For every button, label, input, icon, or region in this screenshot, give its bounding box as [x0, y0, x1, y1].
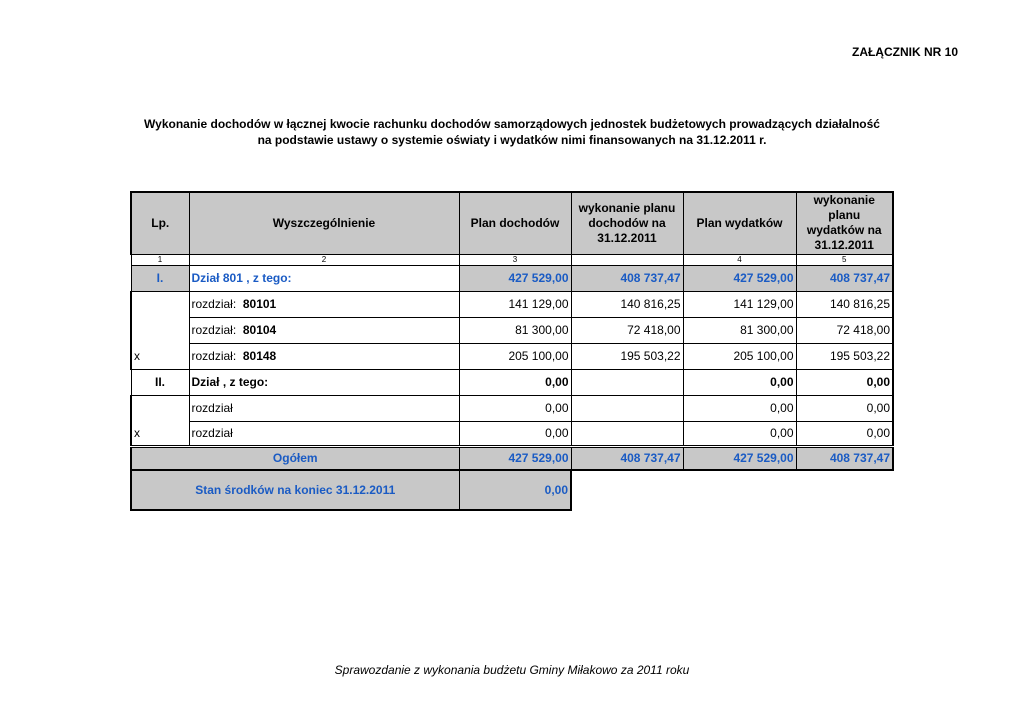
index-cell: 1	[131, 254, 189, 265]
row-desc	[189, 317, 459, 343]
row-mark: x	[131, 421, 189, 445]
row-prefix: rozdział:	[191, 297, 237, 311]
row-code: 80101	[242, 297, 277, 311]
row-expense-execution: 0,00	[796, 421, 893, 445]
section-desc: Dział , z tego:	[189, 369, 459, 395]
table-row	[131, 291, 893, 317]
header-desc: Wyszczególnienie	[189, 192, 459, 254]
row-desc	[189, 343, 459, 369]
row-mark	[131, 395, 189, 421]
title-line-1: Wykonanie dochodów w łącznej kwocie rachunku dochodów samorządowych jednostek budżetowych prowadzących działalność	[144, 117, 880, 131]
row-mark: x	[131, 343, 189, 369]
row-plan-expenses: 0,00	[683, 421, 796, 445]
row-mark	[131, 317, 189, 343]
row-plan-income: 141 129,00	[459, 291, 571, 317]
index-cell: 2	[189, 254, 459, 265]
total-expense-execution: 408 737,47	[796, 448, 893, 470]
row-desc: rozdział	[189, 421, 459, 445]
row-income-execution	[571, 421, 683, 445]
section-desc: Dział 801 , z tego:	[189, 265, 459, 291]
balance-value: 0,00	[459, 470, 571, 510]
row-code: 80148	[242, 349, 277, 363]
row-plan-expenses: 81 300,00	[683, 317, 796, 343]
row-desc: rozdział	[189, 395, 459, 421]
index-cell: 3	[459, 254, 571, 265]
index-cell: 5	[796, 254, 893, 265]
row-expense-execution: 0,00	[796, 395, 893, 421]
table-row	[131, 317, 893, 343]
row-plan-income: 0,00	[459, 421, 571, 445]
table-row	[131, 343, 893, 369]
row-expense-execution: 195 503,22	[796, 343, 893, 369]
row-income-execution: 140 816,25	[571, 291, 683, 317]
row-expense-execution: 72 418,00	[796, 317, 893, 343]
row-prefix: rozdział:	[191, 323, 237, 337]
section-expense-execution: 408 737,47	[796, 265, 893, 291]
row-expense-execution: 140 816,25	[796, 291, 893, 317]
row-plan-income: 81 300,00	[459, 317, 571, 343]
index-row	[131, 254, 893, 265]
row-plan-expenses: 205 100,00	[683, 343, 796, 369]
section-plan-income: 0,00	[459, 369, 571, 395]
report-table-wrapper	[130, 191, 894, 446]
row-income-execution	[571, 395, 683, 421]
section-income-execution	[571, 369, 683, 395]
total-income-execution: 408 737,47	[571, 448, 683, 470]
section-row-1	[131, 265, 893, 291]
row-mark	[131, 291, 189, 317]
header-plan-expenses: Plan wydatków	[683, 192, 796, 254]
balance-label: Stan środków na koniec 31.12.2011	[131, 470, 459, 510]
row-income-execution: 195 503,22	[571, 343, 683, 369]
section-lp: II.	[131, 369, 189, 395]
index-cell	[571, 254, 683, 265]
header-plan-income: Plan dochodów	[459, 192, 571, 254]
header-income-execution: wykonanie planu dochodów na 31.12.2011	[571, 192, 683, 254]
section-income-execution: 408 737,47	[571, 265, 683, 291]
index-cell: 4	[683, 254, 796, 265]
header-lp: Lp.	[131, 192, 189, 254]
header-row	[131, 192, 893, 254]
row-plan-expenses: 0,00	[683, 395, 796, 421]
row-prefix: rozdział:	[191, 349, 237, 363]
row-income-execution: 72 418,00	[571, 317, 683, 343]
title-line-2: na podstawie ustawy o systemie oświaty i wydatków nimi finansowanych na 31.12.2011 r.	[257, 133, 767, 147]
table-row	[131, 421, 893, 445]
row-plan-income: 205 100,00	[459, 343, 571, 369]
header-expense-execution: wykonanie planu wydatków na 31.12.2011	[796, 192, 893, 254]
total-plan-expenses: 427 529,00	[683, 448, 796, 470]
section-row-2	[131, 369, 893, 395]
row-plan-expenses: 141 129,00	[683, 291, 796, 317]
annex-number: ZAŁĄCZNIK NR 10	[851, 45, 958, 59]
section-plan-income: 427 529,00	[459, 265, 571, 291]
total-label: Ogółem	[131, 448, 459, 470]
row-desc	[189, 291, 459, 317]
report-table	[130, 191, 894, 446]
total-plan-income: 427 529,00	[459, 448, 571, 470]
section-expense-execution: 0,00	[796, 369, 893, 395]
document-title	[0, 116, 1024, 148]
row-code: 80104	[242, 323, 277, 337]
table-row	[131, 395, 893, 421]
section-plan-expenses: 0,00	[683, 369, 796, 395]
row-plan-income: 0,00	[459, 395, 571, 421]
section-plan-expenses: 427 529,00	[683, 265, 796, 291]
page-footer: Sprawozdanie z wykonania budżetu Gminy Miłakowo za 2011 roku	[334, 663, 690, 677]
total-row-overlay	[130, 447, 894, 511]
section-lp: I.	[131, 265, 189, 291]
